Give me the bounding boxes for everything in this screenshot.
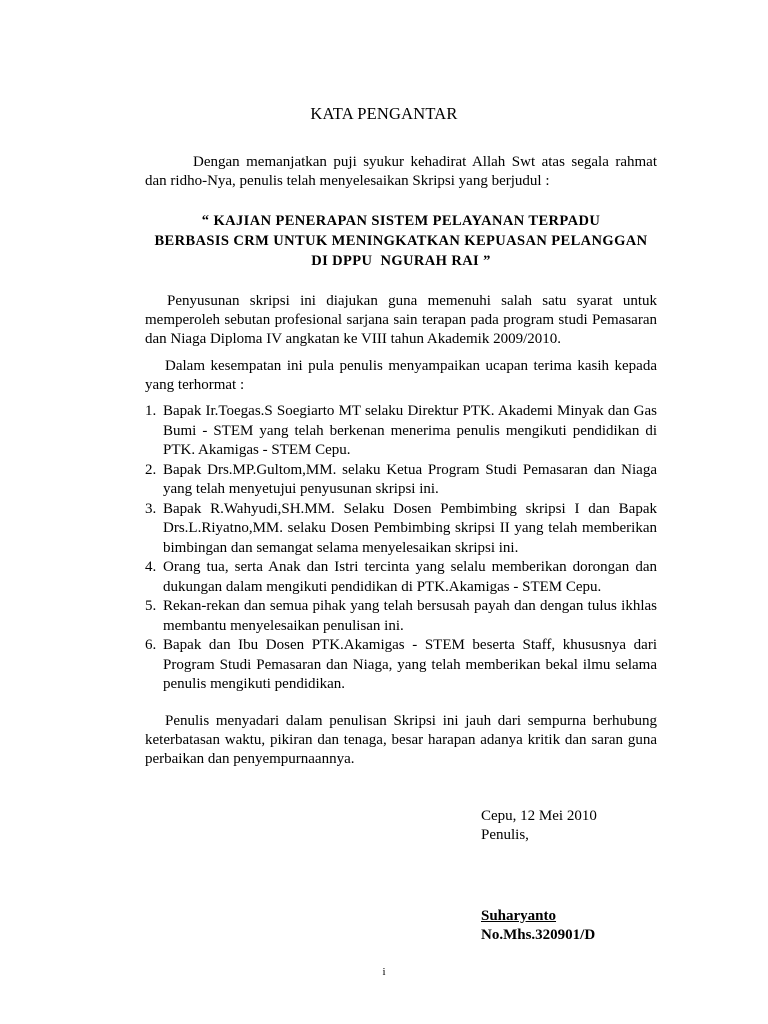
list-item-number: 6. [145, 637, 157, 653]
student-number: No.Mhs.320901/D [481, 927, 596, 943]
place-date: Cepu, 12 Mei 2010 [481, 808, 597, 824]
thesis-title-line-3: DI DPPU NGURAH RAI ” [311, 253, 491, 269]
list-item-text: Rekan-rekan dan semua pihak yang telah bersusah payah dan dengan tulus ikhlas membantu menyelesaikan penulisan ini. [163, 598, 657, 634]
list-item-text: Bapak R.Wahyudi,SH.MM. Selaku Dosen Pembimbing skripsi I dan Bapak Drs.L.Riyatno,MM. selaku Dosen Pembimbing skripsi II yang telah memberikan bimbingan dan semangat selama menyelesaikan skripsi ini. [163, 500, 657, 556]
page-title: KATA PENGANTAR [310, 104, 458, 123]
closing-paragraph: Penulis menyadari dalam penulisan Skripsi ini jauh dari sempurna berhubung keterbatasan waktu, pikiran dan tenaga, besar harapan adanya kritik dan saran guna perbaikan dan penyempurnaannya. [145, 713, 657, 767]
acknowledgement-list [145, 402, 657, 695]
list-item [145, 402, 657, 461]
thesis-title-line-2: BERBASIS CRM UNTUK MENINGKATKAN KEPUASAN PELANGGAN [154, 233, 648, 249]
list-item-text: Bapak Drs.MP.Gultom,MM. selaku Ketua Program Studi Pemasaran dan Niaga yang telah menyetujui penyusunan skripsi ini. [163, 461, 657, 497]
thesis-title [135, 211, 667, 271]
purpose-paragraph: Penyusunan skripsi ini diajukan guna memenuhi salah satu syarat untuk memperoleh sebutan profesional sarjana sain terapan pada program studi Pemasaran dan Niaga Diploma IV angkatan ke VIII tahun Akademik 2009/2010. [145, 293, 657, 347]
list-item-number: 3. [145, 500, 157, 517]
list-item [145, 558, 657, 597]
list-item-text: Bapak Ir.Toegas.S Soegiarto MT selaku Direktur PTK. Akademi Minyak dan Gas Bumi - STEM yang telah berkenan menerima penulis mengikuti pendidikan di PTK. Akamigas - STEM Cepu. [163, 403, 657, 458]
intro-paragraph: Dengan memanjatkan puji syukur kehadirat Allah Swt atas segala rahmat dan ridho-Nya, penulis telah menyelesaikan Skripsi yang berjudul : [145, 154, 657, 189]
thesis-title-line-1: “ KAJIAN PENERAPAN SISTEM PELAYANAN TERPADU [201, 213, 601, 229]
thanks-intro-paragraph: Dalam kesempatan ini pula penulis menyampaikan ucapan terima kasih kepada yang terhormat : [145, 358, 657, 393]
list-item [145, 597, 657, 636]
list-item [145, 500, 657, 559]
author-identity [481, 907, 595, 945]
page-number: i [382, 966, 386, 978]
author-label: Penulis, [481, 827, 529, 843]
list-item-number: 4. [145, 559, 157, 575]
signature-block [481, 807, 597, 845]
list-item [145, 636, 657, 695]
list-item-number: 1. [145, 403, 157, 419]
list-item-text: Bapak dan Ibu Dosen PTK.Akamigas - STEM beserta Staff, khususnya dari Program Studi Pemasaran dan Niaga, yang telah memberikan bekal ilmu selama penulis mengikuti pendidikan. [163, 637, 657, 692]
list-item [145, 461, 657, 500]
author-name: Suharyanto [481, 908, 557, 924]
list-item-text: Orang tua, serta Anak dan Istri tercinta yang selalu memberikan dorongan dan dukungan dalam mengikuti pendidikan di PTK.Akamigas - STEM Cepu. [163, 559, 657, 595]
list-item-number: 2. [145, 461, 157, 478]
list-item-number: 5. [145, 598, 157, 614]
